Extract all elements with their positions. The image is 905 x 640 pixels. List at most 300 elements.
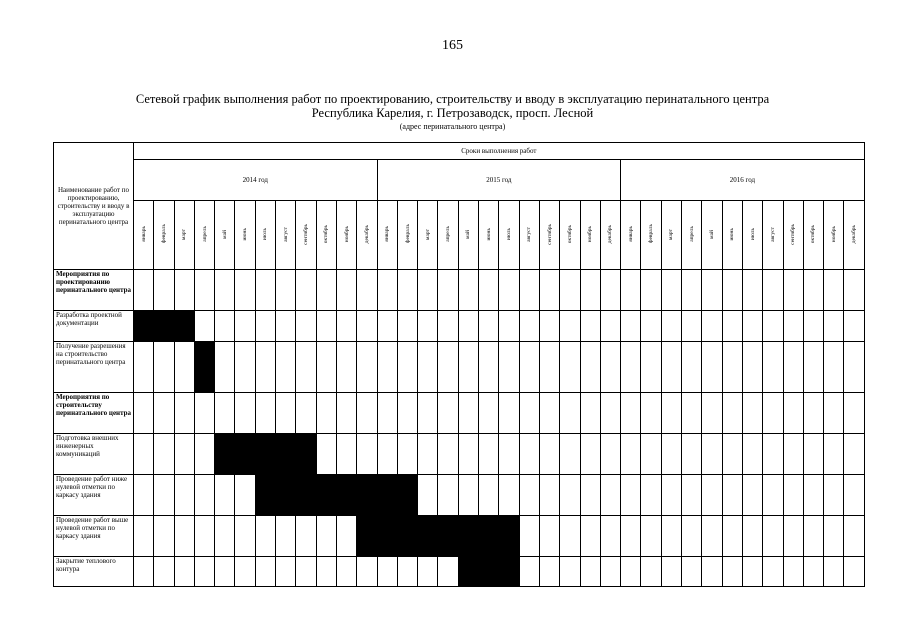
schedule-cell (418, 393, 438, 434)
schedule-cell (682, 393, 702, 434)
schedule-cell (742, 516, 762, 557)
schedule-cell (803, 342, 823, 393)
schedule-cell (682, 475, 702, 516)
month-header (134, 201, 154, 270)
schedule-cell (580, 434, 600, 475)
schedule-bar-cell (499, 557, 519, 587)
schedule-cell (479, 342, 499, 393)
schedule-cell (154, 342, 174, 393)
schedule-cell (438, 557, 458, 587)
schedule-cell (742, 557, 762, 587)
name-column-header: Наименование работ по проектированию, строительству и вводу в эксплуатацию перинатального центра (54, 143, 134, 270)
month-header (844, 201, 864, 270)
schedule-cell (580, 516, 600, 557)
schedule-cell (174, 434, 194, 475)
document-title (0, 92, 905, 120)
schedule-cell (438, 311, 458, 342)
schedule-cell (479, 434, 499, 475)
schedule-cell (702, 516, 722, 557)
schedule-cell (336, 270, 356, 311)
schedule-cell (357, 342, 377, 393)
schedule-bar-cell (134, 311, 154, 342)
schedule-bar-cell (377, 516, 397, 557)
schedule-cell (194, 270, 214, 311)
schedule-cell (215, 475, 235, 516)
task-label: Мероприятия по проектированию перинатального центра (54, 270, 134, 311)
month-label: июль (505, 227, 512, 241)
schedule-cell (357, 393, 377, 434)
schedule-cell (215, 342, 235, 393)
schedule-bar-cell (479, 516, 499, 557)
month-label: март (181, 228, 188, 240)
month-header (194, 201, 214, 270)
schedule-cell (763, 557, 783, 587)
schedule-cell (682, 557, 702, 587)
schedule-bar-cell (154, 311, 174, 342)
schedule-cell (742, 434, 762, 475)
month-label: июль (749, 227, 756, 241)
schedule-cell (194, 557, 214, 587)
month-header (763, 201, 783, 270)
schedule-cell (600, 475, 620, 516)
schedule-cell (844, 434, 864, 475)
schedule-cell (458, 434, 478, 475)
schedule-cell (499, 434, 519, 475)
schedule-cell (479, 270, 499, 311)
month-label: сентябрь (546, 223, 553, 245)
schedule-cell (824, 434, 844, 475)
schedule-cell (418, 434, 438, 475)
schedule-cell (560, 434, 580, 475)
month-label: октябрь (566, 224, 573, 244)
schedule-cell (215, 557, 235, 587)
schedule-cell (621, 393, 641, 434)
schedule-cell (235, 342, 255, 393)
schedule-bar-cell (296, 475, 316, 516)
schedule-cell (763, 270, 783, 311)
schedule-cell (519, 434, 539, 475)
schedule-cell (235, 557, 255, 587)
schedule-cell (479, 311, 499, 342)
schedule-cell (134, 270, 154, 311)
schedule-cell (661, 311, 681, 342)
month-header (296, 201, 316, 270)
schedule-cell (803, 311, 823, 342)
schedule-cell (397, 342, 417, 393)
schedule-cell (134, 342, 154, 393)
schedule-cell (397, 557, 417, 587)
schedule-bar-cell (438, 516, 458, 557)
month-label: январь (627, 226, 634, 242)
schedule-cell (742, 475, 762, 516)
month-label: сентябрь (303, 223, 310, 245)
table-row (54, 516, 865, 557)
schedule-cell (803, 557, 823, 587)
schedule-cell (316, 270, 336, 311)
schedule-cell (600, 270, 620, 311)
year-header: 2016 год (621, 160, 865, 201)
schedule-cell (235, 270, 255, 311)
month-label: май (708, 229, 715, 239)
schedule-cell (479, 393, 499, 434)
year-header: 2015 год (377, 160, 621, 201)
schedule-cell (134, 516, 154, 557)
schedule-cell (844, 270, 864, 311)
schedule-cell (316, 342, 336, 393)
schedule-cell (194, 516, 214, 557)
month-label: декабрь (851, 224, 858, 244)
schedule-cell (560, 342, 580, 393)
schedule-cell (580, 557, 600, 587)
month-header (499, 201, 519, 270)
month-label: май (221, 229, 228, 239)
month-header (255, 201, 275, 270)
schedule-cell (377, 557, 397, 587)
schedule-cell (276, 311, 296, 342)
schedule-cell (783, 516, 803, 557)
month-header (560, 201, 580, 270)
schedule-cell (621, 557, 641, 587)
schedule-bar-cell (357, 475, 377, 516)
schedule-cell (499, 311, 519, 342)
schedule-cell (296, 393, 316, 434)
schedule-cell (844, 393, 864, 434)
schedule-cell (844, 475, 864, 516)
month-header (336, 201, 356, 270)
schedule-cell (824, 557, 844, 587)
schedule-cell (336, 516, 356, 557)
month-header (722, 201, 742, 270)
schedule-cell (560, 557, 580, 587)
schedule-cell (519, 342, 539, 393)
schedule-cell (357, 557, 377, 587)
schedule-cell (215, 311, 235, 342)
schedule-cell (824, 342, 844, 393)
month-header (661, 201, 681, 270)
schedule-bar-cell (499, 516, 519, 557)
schedule-cell (600, 342, 620, 393)
schedule-bar-cell (235, 434, 255, 475)
month-label: август (526, 226, 533, 242)
schedule-bar-cell (255, 434, 275, 475)
schedule-cell (783, 434, 803, 475)
schedule-cell (499, 393, 519, 434)
month-label: март (668, 228, 675, 240)
month-label: июль (262, 227, 269, 241)
schedule-cell (560, 516, 580, 557)
schedule-cell (580, 342, 600, 393)
month-header (479, 201, 499, 270)
table-row (54, 557, 865, 587)
schedule-cell (824, 475, 844, 516)
schedule-cell (134, 557, 154, 587)
schedule-cell (824, 393, 844, 434)
schedule-cell (722, 557, 742, 587)
schedule-cell (134, 434, 154, 475)
month-header (215, 201, 235, 270)
month-label: январь (140, 226, 147, 242)
schedule-cell (824, 311, 844, 342)
month-header (783, 201, 803, 270)
task-label: Мероприятия по строительству перинатального центра (54, 393, 134, 434)
schedule-cell (276, 393, 296, 434)
schedule-bar-cell (357, 516, 377, 557)
schedule-bar-cell (215, 434, 235, 475)
month-label: август (769, 226, 776, 242)
schedule-bar-cell (418, 516, 438, 557)
schedule-cell (235, 516, 255, 557)
page-number: 165 (442, 38, 463, 53)
schedule-bar-cell (316, 475, 336, 516)
schedule-cell (763, 434, 783, 475)
schedule-cell (438, 475, 458, 516)
schedule-bar-cell (479, 557, 499, 587)
schedule-cell (438, 393, 458, 434)
schedule-cell (296, 516, 316, 557)
schedule-cell (580, 475, 600, 516)
month-label: февраль (160, 224, 167, 244)
task-label: Разработка проектной документации (54, 311, 134, 342)
schedule-cell (519, 475, 539, 516)
schedule-cell (763, 516, 783, 557)
schedule-cell (722, 393, 742, 434)
schedule-cell (560, 393, 580, 434)
schedule-cell (235, 311, 255, 342)
schedule-cell (296, 270, 316, 311)
schedule-cell (235, 393, 255, 434)
month-header (458, 201, 478, 270)
schedule-cell (276, 557, 296, 587)
schedule-cell (458, 393, 478, 434)
month-header (641, 201, 661, 270)
month-header (357, 201, 377, 270)
schedule-cell (803, 475, 823, 516)
schedule-cell (458, 270, 478, 311)
month-label: ноябрь (830, 225, 837, 243)
table-row (54, 434, 865, 475)
schedule-cell (641, 516, 661, 557)
table-row (54, 393, 865, 434)
schedule-cell (539, 393, 559, 434)
schedule-cell (560, 270, 580, 311)
schedule-cell (783, 393, 803, 434)
schedule-cell (661, 475, 681, 516)
schedule-bar-cell (174, 311, 194, 342)
schedule-cell (722, 311, 742, 342)
month-header (174, 201, 194, 270)
schedule-cell (316, 516, 336, 557)
schedule-cell (722, 270, 742, 311)
schedule-cell (418, 557, 438, 587)
schedule-cell (357, 270, 377, 311)
schedule-bar-cell (458, 516, 478, 557)
schedule-cell (519, 393, 539, 434)
month-label: декабрь (363, 224, 370, 244)
month-label: март (424, 228, 431, 240)
schedule-cell (174, 475, 194, 516)
schedule-cell (336, 342, 356, 393)
schedule-cell (682, 434, 702, 475)
month-header (621, 201, 641, 270)
schedule-cell (438, 434, 458, 475)
schedule-cell (276, 516, 296, 557)
schedule-cell (702, 434, 722, 475)
month-label: июнь (485, 227, 492, 241)
schedule-bar-cell (194, 342, 214, 393)
month-header (276, 201, 296, 270)
schedule-bar-cell (458, 557, 478, 587)
schedule-bar-cell (276, 475, 296, 516)
month-label: май (465, 229, 472, 239)
schedule-cell (377, 393, 397, 434)
month-header (600, 201, 620, 270)
schedule-cell (519, 516, 539, 557)
schedule-cell (560, 475, 580, 516)
schedule-cell (154, 475, 174, 516)
schedule-cell (194, 393, 214, 434)
schedule-cell (763, 475, 783, 516)
schedule-cell (621, 475, 641, 516)
schedule-cell (255, 311, 275, 342)
table-row (54, 475, 865, 516)
schedule-cell (377, 342, 397, 393)
schedule-cell (539, 475, 559, 516)
network-schedule-table (53, 142, 865, 587)
schedule-cell (276, 270, 296, 311)
schedule-cell (682, 311, 702, 342)
schedule-cell (641, 393, 661, 434)
schedule-cell (539, 311, 559, 342)
schedule-cell (600, 311, 620, 342)
schedule-cell (641, 311, 661, 342)
schedule-cell (235, 475, 255, 516)
schedule-cell (600, 393, 620, 434)
month-header (580, 201, 600, 270)
schedule-cell (174, 270, 194, 311)
schedule-cell (803, 393, 823, 434)
schedule-cell (661, 516, 681, 557)
schedule-cell (783, 342, 803, 393)
schedule-cell (418, 311, 438, 342)
schedule-cell (661, 393, 681, 434)
month-header (397, 201, 417, 270)
schedule-cell (580, 311, 600, 342)
schedule-cell (479, 475, 499, 516)
month-label: октябрь (323, 224, 330, 244)
schedule-cell (255, 393, 275, 434)
month-header (742, 201, 762, 270)
schedule-cell (255, 342, 275, 393)
schedule-cell (296, 557, 316, 587)
schedule-cell (641, 342, 661, 393)
schedule-cell (641, 434, 661, 475)
title-line-2: Республика Карелия, г. Петрозаводск, просп. Лесной (311, 106, 594, 120)
schedule-cell (702, 311, 722, 342)
month-header (803, 201, 823, 270)
schedule-cell (803, 434, 823, 475)
schedule-cell (661, 342, 681, 393)
schedule-cell (641, 270, 661, 311)
month-label: февраль (404, 224, 411, 244)
schedule-cell (824, 270, 844, 311)
schedule-cell (661, 434, 681, 475)
schedule-cell (580, 270, 600, 311)
schedule-cell (661, 270, 681, 311)
schedule-cell (702, 393, 722, 434)
schedule-cell (560, 311, 580, 342)
month-header (235, 201, 255, 270)
schedule-cell (154, 557, 174, 587)
schedule-cell (215, 393, 235, 434)
schedule-cell (215, 270, 235, 311)
schedule-cell (174, 557, 194, 587)
schedule-cell (499, 342, 519, 393)
month-label: сентябрь (790, 223, 797, 245)
schedule-cell (539, 270, 559, 311)
month-header (316, 201, 336, 270)
month-label: октябрь (810, 224, 817, 244)
schedule-cell (519, 270, 539, 311)
month-label: июнь (242, 227, 249, 241)
schedule-cell (539, 516, 559, 557)
address-caption: (адрес перинатального центра) (399, 122, 506, 131)
schedule-cell (803, 270, 823, 311)
schedule-cell (702, 342, 722, 393)
schedule-cell (336, 311, 356, 342)
month-label: апрель (445, 226, 452, 242)
schedule-cell (296, 342, 316, 393)
month-header (702, 201, 722, 270)
schedule-cell (844, 516, 864, 557)
schedule-cell (194, 434, 214, 475)
task-label: Закрытие теплового контура (54, 557, 134, 587)
schedule-cell (174, 516, 194, 557)
schedule-cell (316, 434, 336, 475)
task-label: Получение разрешения на строительство перинатального центра (54, 342, 134, 393)
task-label: Подготовка внешних инженерных коммуникаций (54, 434, 134, 475)
schedule-cell (844, 311, 864, 342)
schedule-cell (357, 434, 377, 475)
schedule-cell (621, 342, 641, 393)
year-header: 2014 год (134, 160, 378, 201)
schedule-cell (763, 342, 783, 393)
schedule-cell (539, 557, 559, 587)
schedule-cell (722, 434, 742, 475)
schedule-cell (458, 342, 478, 393)
schedule-cell (499, 270, 519, 311)
month-label: апрель (688, 226, 695, 242)
schedule-cell (296, 311, 316, 342)
month-header (539, 201, 559, 270)
month-label: февраль (648, 224, 655, 244)
schedule-cell (194, 311, 214, 342)
schedule-cell (418, 342, 438, 393)
month-header (438, 201, 458, 270)
task-label: Проведение работ выше нулевой отметки по каркасу здания (54, 516, 134, 557)
schedule-cell (783, 270, 803, 311)
schedule-cell (174, 342, 194, 393)
schedule-cell (722, 342, 742, 393)
schedule-cell (154, 393, 174, 434)
schedule-cell (134, 393, 154, 434)
schedule-cell (641, 557, 661, 587)
schedule-cell (682, 342, 702, 393)
schedule-cell (763, 311, 783, 342)
schedule-cell (641, 475, 661, 516)
schedule-cell (702, 475, 722, 516)
schedule-cell (357, 311, 377, 342)
schedule-cell (194, 475, 214, 516)
